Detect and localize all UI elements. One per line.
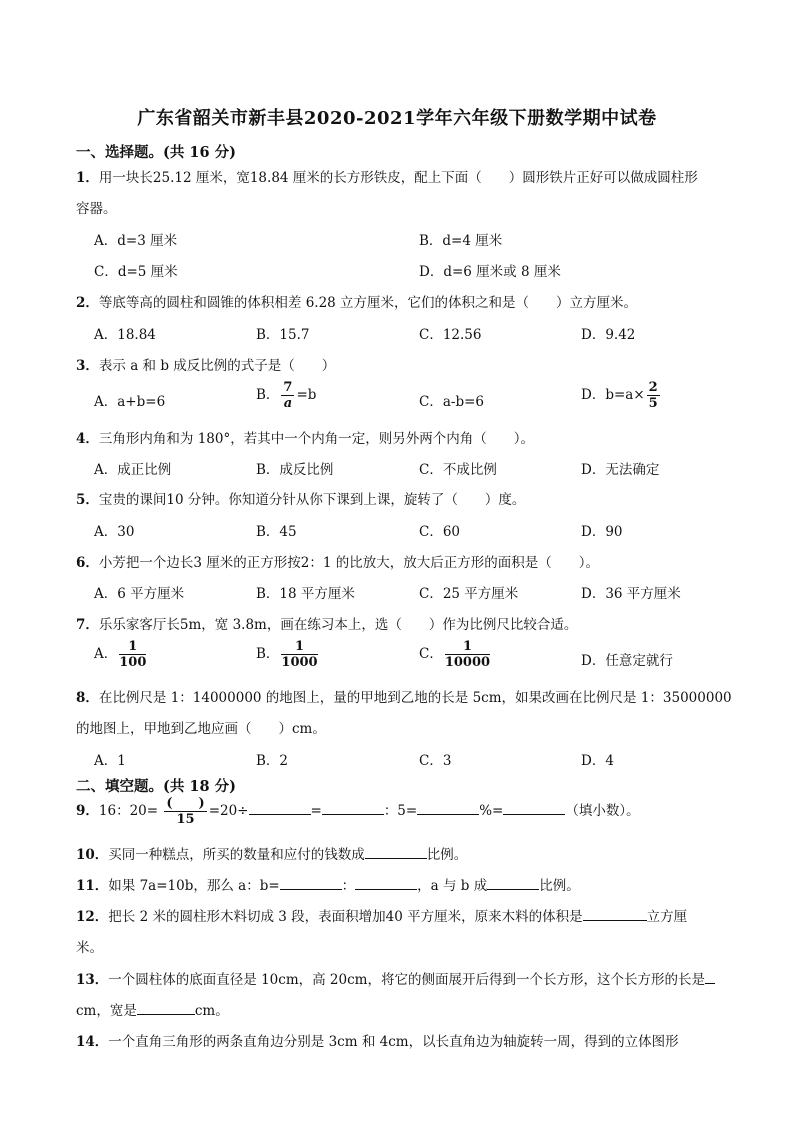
question-text: 比例。: [539, 878, 580, 894]
answer-blank[interactable]: [583, 906, 647, 921]
option-letter: A．: [94, 646, 118, 662]
fraction-denominator: 100: [119, 655, 147, 670]
answer-blank[interactable]: [280, 875, 342, 890]
fraction-denominator: 15: [176, 812, 195, 827]
q7-option-b: [256, 639, 320, 670]
q5-option-b: B．45: [256, 524, 297, 540]
fraction: [445, 639, 490, 670]
q4-option-c: C．不成比例: [419, 462, 497, 478]
question-text: 如果 7a=10b，那么 a：b=: [108, 878, 280, 894]
question-number: 4．: [76, 431, 99, 447]
q4-option-b: B．成反比例: [256, 462, 334, 478]
option-letter: B．: [256, 387, 280, 403]
question-text: 等底等高的圆柱和圆锥的体积相差 6.28 立方厘米，它们的体积之和是（ ）立方厘米。: [98, 295, 638, 311]
question-text: 在比例尺是 1：14000000 的地图上，量的甲地到乙地的长是 5cm，如果改画在比例尺是 1：35000000: [98, 690, 732, 706]
question-12: [76, 905, 687, 925]
answer-blank[interactable]: [503, 800, 565, 815]
q2-option-b: B．15.7: [256, 327, 310, 343]
answer-blank[interactable]: [487, 875, 539, 890]
section-heading-choice: 一、选择题。(共 16 分): [76, 144, 236, 161]
question-8: [76, 686, 732, 706]
question-5: [76, 488, 525, 508]
q4-option-a: A．成正比例: [94, 462, 172, 478]
question-text: 16：20=: [98, 803, 159, 819]
fraction: [281, 639, 317, 670]
question-number: 6．: [76, 555, 99, 571]
q5-option-d: D．90: [581, 524, 623, 540]
q2-option-a: A．18.84: [94, 327, 156, 343]
option-letter: D．b=a×: [581, 387, 645, 403]
question-14: [76, 1030, 679, 1050]
fraction-numerator: 2: [648, 380, 658, 395]
fraction: [164, 796, 206, 827]
question-text: =20÷: [208, 803, 249, 819]
answer-blank[interactable]: [322, 800, 384, 815]
question-11: [76, 874, 580, 894]
question-text: 宝贵的课间10 分钟。你知道分针从你下课到上课，旋转了（ ）度。: [98, 492, 526, 508]
exam-title: 广东省韶关市新丰县2020-2021学年六年级下册数学期中试卷: [137, 108, 657, 129]
fraction: [119, 639, 146, 670]
question-number: 5．: [76, 492, 99, 508]
fraction-denominator: 10000: [444, 655, 491, 670]
question-4: [76, 427, 534, 447]
answer-blank[interactable]: [355, 875, 417, 890]
question-10: [76, 843, 467, 863]
fraction-numerator: 1: [119, 639, 146, 655]
question-3: [76, 354, 335, 374]
question-text: 用一块长25.12 厘米，宽18.84 厘米的长方形铁皮，配上下面（ ）圆形铁片正好可以做成圆柱形: [98, 170, 698, 186]
q6-option-d: D．36 平方厘米: [581, 586, 681, 602]
question-number: 11．: [76, 878, 109, 894]
section-heading-fill: 二、填空题。(共 18 分): [76, 778, 236, 795]
fraction-denominator: a: [283, 396, 293, 411]
q7-option-c: [419, 639, 492, 670]
question-text: 小芳把一个边长3 厘米的正方形按2：1 的比放大，放大后正方形的面积是（ ）。: [98, 555, 600, 571]
answer-blank[interactable]: [365, 844, 427, 859]
question-text: 把长 2 米的圆柱形木料切成 3 段，表面积增加40 平方厘米，原来木料的体积是: [108, 909, 583, 925]
q2-option-c: C．12.56: [419, 327, 482, 343]
answer-blank[interactable]: [705, 969, 715, 984]
question-number: 10．: [76, 847, 109, 863]
question-number: 8．: [76, 690, 99, 706]
question-text: cm，宽是: [76, 1003, 137, 1019]
question-text: 一个直角三角形的两条直角边分别是 3cm 和 4cm，以长直角边为轴旋转一周，得到的立体图形: [108, 1034, 679, 1050]
option-suffix: =b: [296, 387, 317, 403]
question-number: 13．: [76, 972, 109, 988]
q1-option-d: D．d=6 厘米或 8 厘米: [419, 264, 561, 280]
question-text: （填小数）。: [565, 803, 640, 819]
question-7: [76, 613, 577, 633]
question-text: 立方厘: [646, 909, 688, 925]
question-text: 表示 a 和 b 成反比例的式子是（ ）: [98, 358, 336, 374]
fraction: [281, 380, 294, 411]
q6-option-c: C．25 平方厘米: [419, 586, 519, 602]
question-text: 比例。: [426, 847, 468, 863]
q3-option-a: A．a+b=6: [94, 394, 166, 410]
question-8-continued: 的地图上，甲地到乙地应画（ ）cm。: [76, 721, 326, 737]
question-text: 乐乐家客厅长5m，宽 3.8m，画在练习本上，选（ ）作为比例尺比较合适。: [98, 617, 578, 633]
question-text: ：5=: [383, 803, 418, 819]
question-text: 一个圆柱体的底面直径是 10cm，高 20cm，将它的侧面展开后得到一个长方形，这个长方形的长是: [108, 972, 705, 988]
q8-option-b: B．2: [256, 753, 289, 769]
question-text: %=: [479, 803, 504, 819]
question-13-continued: [76, 999, 229, 1019]
q8-option-d: D．4: [581, 753, 614, 769]
question-number: 3．: [76, 358, 99, 374]
question-number: 14．: [76, 1034, 109, 1050]
fraction-numerator: ( ): [166, 796, 205, 811]
q8-option-a: A．1: [94, 753, 126, 769]
q1-option-a: A．d=3 厘米: [94, 233, 178, 249]
option-letter: B．: [256, 646, 280, 662]
q3-option-d: [581, 380, 662, 411]
answer-blank[interactable]: [249, 800, 311, 815]
q1-option-b: B．d=4 厘米: [419, 233, 503, 249]
question-6: [76, 551, 599, 571]
question-text: =: [310, 803, 322, 819]
q7-option-a: [94, 639, 148, 670]
answer-blank[interactable]: [417, 800, 479, 815]
question-number: 12．: [76, 909, 109, 925]
fraction-numerator: 1: [281, 639, 317, 655]
q7-option-d: D．任意定就行: [581, 653, 673, 669]
q5-option-c: C．60: [419, 524, 461, 540]
fraction-numerator: 7: [283, 380, 293, 395]
option-letter: C．: [419, 646, 443, 662]
fraction: [647, 380, 660, 411]
fraction-denominator: 1000: [281, 655, 318, 670]
q3-option-c: C．a-b=6: [419, 394, 484, 410]
q2-option-d: D．9.42: [581, 327, 636, 343]
question-text: 买同一种糕点，所买的数量和应付的钱数成: [108, 847, 365, 863]
question-number: 2．: [76, 295, 99, 311]
answer-blank[interactable]: [137, 1000, 195, 1015]
question-9: [76, 796, 640, 827]
question-1-continued: 容器。: [76, 201, 117, 217]
q1-option-c: C．d=5 厘米: [94, 264, 178, 280]
fraction-numerator: 1: [445, 639, 490, 655]
question-number: 9．: [76, 803, 99, 819]
q4-option-d: D．无法确定: [581, 462, 660, 478]
question-number: 1．: [76, 170, 99, 186]
fraction-denominator: 5: [648, 396, 658, 411]
question-2: [76, 291, 637, 311]
question-1: [76, 166, 698, 186]
q6-option-b: B．18 平方厘米: [256, 586, 355, 602]
q3-option-b: [256, 380, 316, 411]
question-13: [76, 968, 715, 988]
question-12-continued: 米。: [76, 940, 103, 956]
question-text: 三角形内角和为 180°，若其中一个内角一定，则另外两个内角（ ）。: [98, 431, 534, 447]
q6-option-a: A．6 平方厘米: [94, 586, 185, 602]
q8-option-c: C．3: [419, 753, 452, 769]
question-number: 7．: [76, 617, 99, 633]
q5-option-a: A．30: [94, 524, 135, 540]
question-text: cm。: [194, 1003, 229, 1019]
question-text: ：: [341, 878, 356, 894]
question-text: ，a 与 b 成: [417, 878, 488, 894]
